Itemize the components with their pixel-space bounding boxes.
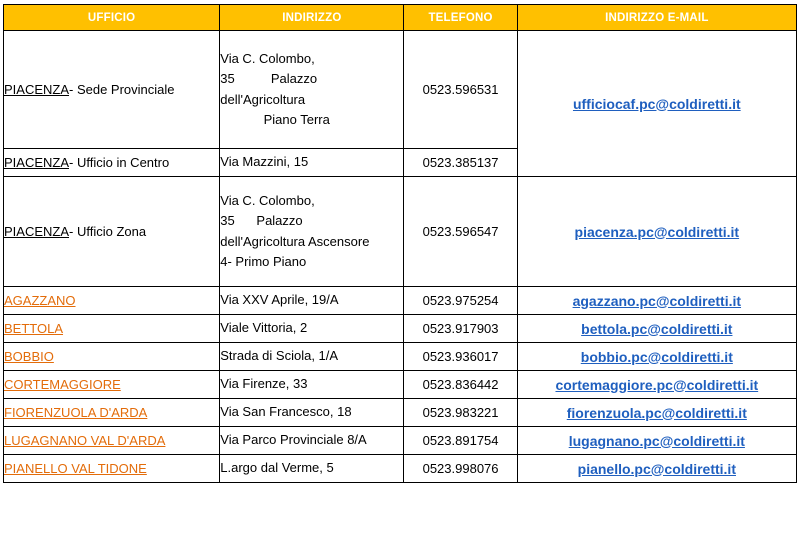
office-name-cell xyxy=(4,399,220,427)
phone-cell: 0523.596547 xyxy=(404,177,517,287)
phone-cell: 0523.596531 xyxy=(404,31,517,149)
office-name-cell xyxy=(4,371,220,399)
email-cell[interactable] xyxy=(517,399,796,427)
office-city: PIANELLO VAL TIDONE xyxy=(4,460,147,476)
office-name-cell xyxy=(4,287,220,315)
office-suffix: - Ufficio Zona xyxy=(69,223,147,239)
office-name-cell xyxy=(4,31,220,149)
address-line: dell'Agricoltura Ascensore xyxy=(220,233,370,249)
email-cell[interactable] xyxy=(517,427,796,455)
address-line: Via C. Colombo, xyxy=(220,193,315,209)
address-line: Piano Terra xyxy=(220,111,330,127)
table-body xyxy=(4,31,797,483)
email-cell[interactable] xyxy=(517,455,796,483)
email-link[interactable]: fiorenzuola.pc@coldiretti.it xyxy=(566,404,747,421)
email-cell[interactable] xyxy=(517,177,796,287)
email-link[interactable]: piacenza.pc@coldiretti.it xyxy=(574,223,740,240)
phone-cell: 0523.836442 xyxy=(404,371,517,399)
table-row xyxy=(4,371,797,399)
table-row xyxy=(4,427,797,455)
phone-cell: 0523.891754 xyxy=(404,427,517,455)
address-cell xyxy=(220,315,404,343)
office-city: CORTEMAGGIORE xyxy=(4,376,121,392)
column-header-telefono: TELEFONO xyxy=(404,5,517,31)
address-cell xyxy=(220,287,404,315)
office-city: BOBBIO xyxy=(4,348,54,364)
email-link[interactable]: cortemaggiore.pc@coldiretti.it xyxy=(555,376,759,393)
email-link[interactable]: agazzano.pc@coldiretti.it xyxy=(572,292,742,309)
office-name-cell xyxy=(4,149,220,177)
table-row xyxy=(4,315,797,343)
email-link[interactable]: bettola.pc@coldiretti.it xyxy=(581,320,733,337)
office-city: PIACENZA xyxy=(4,154,70,170)
address-cell xyxy=(220,455,404,483)
address-line: Viale Vittoria, 2 xyxy=(220,320,308,336)
email-link[interactable]: lugagnano.pc@coldiretti.it xyxy=(568,432,745,449)
address-line: Via Firenze, 33 xyxy=(220,376,308,392)
document-sheet xyxy=(0,4,800,537)
address-cell xyxy=(220,371,404,399)
email-link[interactable]: ufficiocaf.pc@coldiretti.it xyxy=(572,95,741,112)
address-line: 35 Palazzo xyxy=(220,71,318,87)
office-city: AGAZZANO xyxy=(4,292,76,308)
office-city: FIORENZUOLA D'ARDA xyxy=(4,404,148,420)
address-cell xyxy=(220,149,404,177)
table-row xyxy=(4,343,797,371)
column-header-email: INDIRIZZO E-MAIL xyxy=(517,5,796,31)
phone-cell: 0523.385137 xyxy=(404,149,517,177)
address-line: dell'Agricoltura xyxy=(220,91,306,107)
address-line: Via C. Colombo, xyxy=(220,51,315,67)
email-link[interactable]: pianello.pc@coldiretti.it xyxy=(577,460,736,477)
office-name-cell xyxy=(4,343,220,371)
address-line: L.argo dal Verme, 5 xyxy=(220,460,334,476)
email-cell[interactable] xyxy=(517,287,796,315)
table-row xyxy=(4,399,797,427)
email-cell[interactable] xyxy=(517,315,796,343)
office-suffix: - Sede Provinciale xyxy=(69,81,175,97)
phone-cell: 0523.936017 xyxy=(404,343,517,371)
column-header-indirizzo: INDIRIZZO xyxy=(220,5,404,31)
email-cell[interactable] xyxy=(517,31,796,177)
office-name-cell xyxy=(4,455,220,483)
office-suffix: - Ufficio in Centro xyxy=(69,154,170,170)
table-row xyxy=(4,287,797,315)
office-name-cell xyxy=(4,427,220,455)
address-line: 35 Palazzo xyxy=(220,213,303,229)
table-row xyxy=(4,177,797,287)
address-cell xyxy=(220,31,404,149)
address-line: Via Parco Provinciale 8/A xyxy=(220,432,367,448)
phone-cell: 0523.998076 xyxy=(404,455,517,483)
address-cell xyxy=(220,427,404,455)
address-cell xyxy=(220,343,404,371)
email-cell[interactable] xyxy=(517,343,796,371)
address-line: Via San Francesco, 18 xyxy=(220,404,352,420)
table-header xyxy=(4,5,797,31)
address-cell xyxy=(220,177,404,287)
phone-cell: 0523.917903 xyxy=(404,315,517,343)
column-header-ufficio: UFFICIO xyxy=(4,5,220,31)
phone-cell: 0523.975254 xyxy=(404,287,517,315)
address-line: Via Mazzini, 15 xyxy=(220,154,309,170)
address-cell xyxy=(220,399,404,427)
address-line: 4- Primo Piano xyxy=(220,253,307,269)
office-city: LUGAGNANO VAL D'ARDA xyxy=(4,432,166,448)
address-line: Via XXV Aprile, 19/A xyxy=(220,292,339,308)
email-cell[interactable] xyxy=(517,371,796,399)
table-row xyxy=(4,455,797,483)
table-row xyxy=(4,31,797,149)
office-city: PIACENZA xyxy=(4,81,70,97)
address-line: Strada di Sciola, 1/A xyxy=(220,348,339,364)
header-row xyxy=(4,5,797,31)
email-link[interactable]: bobbio.pc@coldiretti.it xyxy=(580,348,733,365)
offices-table xyxy=(3,4,797,483)
office-city: PIACENZA xyxy=(4,223,70,239)
phone-cell: 0523.983221 xyxy=(404,399,517,427)
office-city: BETTOLA xyxy=(4,320,64,336)
office-name-cell xyxy=(4,315,220,343)
office-name-cell xyxy=(4,177,220,287)
